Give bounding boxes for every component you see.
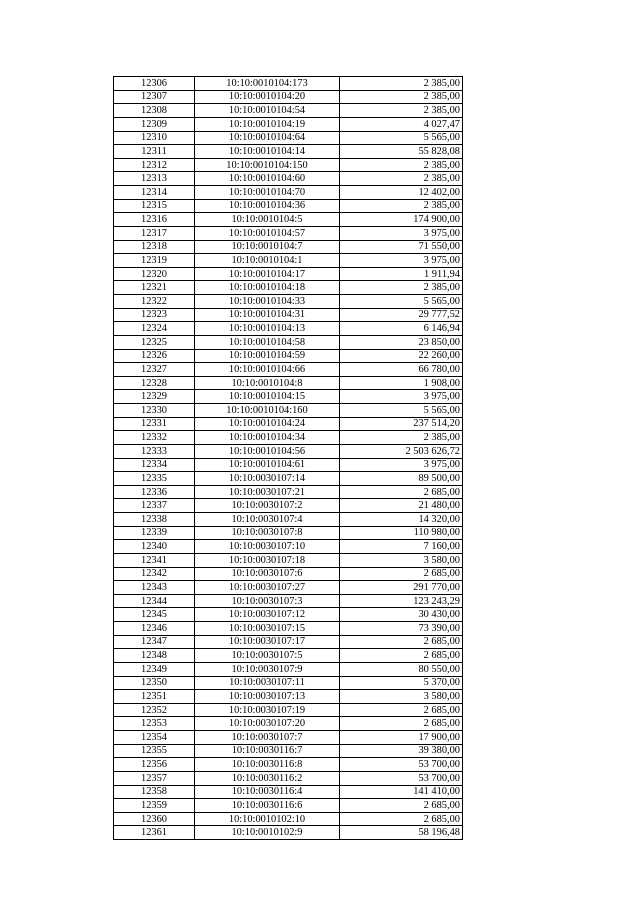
row-number-cell: 12325 bbox=[114, 335, 195, 349]
cadastral-number-cell: 10:10:0010104:17 bbox=[195, 267, 340, 281]
cadastral-number-cell: 10:10:0010104:54 bbox=[195, 104, 340, 118]
cadastral-number-cell: 10:10:0030116:2 bbox=[195, 771, 340, 785]
cadastral-number-cell: 10:10:0010102:9 bbox=[195, 826, 340, 840]
table-row bbox=[114, 622, 463, 636]
amount-cell: 17 900,00 bbox=[340, 731, 463, 745]
cadastral-number-cell: 10:10:0010104:14 bbox=[195, 145, 340, 159]
table-row bbox=[114, 581, 463, 595]
cadastral-number-cell: 10:10:0030107:20 bbox=[195, 717, 340, 731]
row-number-cell: 12339 bbox=[114, 526, 195, 540]
row-number-cell: 12358 bbox=[114, 785, 195, 799]
amount-cell: 174 900,00 bbox=[340, 213, 463, 227]
table-row bbox=[114, 540, 463, 554]
data-table bbox=[113, 76, 463, 840]
table-row bbox=[114, 826, 463, 840]
cadastral-number-cell: 10:10:0030107:27 bbox=[195, 581, 340, 595]
row-number-cell: 12337 bbox=[114, 499, 195, 513]
row-number-cell: 12309 bbox=[114, 117, 195, 131]
row-number-cell: 12340 bbox=[114, 540, 195, 554]
cadastral-number-cell: 10:10:0010104:8 bbox=[195, 376, 340, 390]
cadastral-number-cell: 10:10:0010104:34 bbox=[195, 431, 340, 445]
row-number-cell: 12315 bbox=[114, 199, 195, 213]
amount-cell: 2 385,00 bbox=[340, 77, 463, 91]
row-number-cell: 12357 bbox=[114, 771, 195, 785]
row-number-cell: 12333 bbox=[114, 444, 195, 458]
row-number-cell: 12352 bbox=[114, 703, 195, 717]
table-body bbox=[114, 77, 463, 840]
amount-cell: 2 685,00 bbox=[340, 812, 463, 826]
cadastral-number-cell: 10:10:0030107:9 bbox=[195, 662, 340, 676]
amount-cell: 30 430,00 bbox=[340, 608, 463, 622]
amount-cell: 5 565,00 bbox=[340, 404, 463, 418]
row-number-cell: 12321 bbox=[114, 281, 195, 295]
row-number-cell: 12319 bbox=[114, 254, 195, 268]
table-row bbox=[114, 172, 463, 186]
cadastral-number-cell: 10:10:0030107:13 bbox=[195, 690, 340, 704]
table-row bbox=[114, 267, 463, 281]
amount-cell: 12 402,00 bbox=[340, 186, 463, 200]
table-row bbox=[114, 308, 463, 322]
amount-cell: 2 685,00 bbox=[340, 703, 463, 717]
cadastral-number-cell: 10:10:0030107:19 bbox=[195, 703, 340, 717]
table-row bbox=[114, 485, 463, 499]
row-number-cell: 12311 bbox=[114, 145, 195, 159]
cadastral-number-cell: 10:10:0010104:150 bbox=[195, 158, 340, 172]
row-number-cell: 12326 bbox=[114, 349, 195, 363]
row-number-cell: 12343 bbox=[114, 581, 195, 595]
cadastral-number-cell: 10:10:0010104:13 bbox=[195, 322, 340, 336]
table-row bbox=[114, 567, 463, 581]
table-row bbox=[114, 676, 463, 690]
row-number-cell: 12308 bbox=[114, 104, 195, 118]
table-row bbox=[114, 513, 463, 527]
row-number-cell: 12322 bbox=[114, 295, 195, 309]
table-row bbox=[114, 717, 463, 731]
amount-cell: 53 700,00 bbox=[340, 758, 463, 772]
row-number-cell: 12342 bbox=[114, 567, 195, 581]
table-row bbox=[114, 799, 463, 813]
table-row bbox=[114, 785, 463, 799]
row-number-cell: 12328 bbox=[114, 376, 195, 390]
table-row bbox=[114, 240, 463, 254]
amount-cell: 2 685,00 bbox=[340, 635, 463, 649]
amount-cell: 71 550,00 bbox=[340, 240, 463, 254]
table-row bbox=[114, 444, 463, 458]
row-number-cell: 12347 bbox=[114, 635, 195, 649]
table-row bbox=[114, 335, 463, 349]
cadastral-number-cell: 10:10:0010104:5 bbox=[195, 213, 340, 227]
table-row bbox=[114, 526, 463, 540]
amount-cell: 53 700,00 bbox=[340, 771, 463, 785]
cadastral-number-cell: 10:10:0010104:56 bbox=[195, 444, 340, 458]
table-row bbox=[114, 363, 463, 377]
table-row bbox=[114, 186, 463, 200]
amount-cell: 89 500,00 bbox=[340, 472, 463, 486]
row-number-cell: 12353 bbox=[114, 717, 195, 731]
row-number-cell: 12320 bbox=[114, 267, 195, 281]
row-number-cell: 12345 bbox=[114, 608, 195, 622]
amount-cell: 5 370,00 bbox=[340, 676, 463, 690]
amount-cell: 39 380,00 bbox=[340, 744, 463, 758]
row-number-cell: 12314 bbox=[114, 186, 195, 200]
cadastral-number-cell: 10:10:0030116:7 bbox=[195, 744, 340, 758]
table-row bbox=[114, 417, 463, 431]
amount-cell: 2 385,00 bbox=[340, 104, 463, 118]
cadastral-number-cell: 10:10:0030107:18 bbox=[195, 553, 340, 567]
table-row bbox=[114, 649, 463, 663]
row-number-cell: 12324 bbox=[114, 322, 195, 336]
cadastral-number-cell: 10:10:0010104:60 bbox=[195, 172, 340, 186]
row-number-cell: 12338 bbox=[114, 513, 195, 527]
amount-cell: 2 685,00 bbox=[340, 649, 463, 663]
table-row bbox=[114, 594, 463, 608]
table-row bbox=[114, 608, 463, 622]
table-row bbox=[114, 131, 463, 145]
table-row bbox=[114, 254, 463, 268]
cadastral-number-cell: 10:10:0010104:36 bbox=[195, 199, 340, 213]
table-row bbox=[114, 90, 463, 104]
amount-cell: 123 243,29 bbox=[340, 594, 463, 608]
table-row bbox=[114, 771, 463, 785]
cadastral-number-cell: 10:10:0010104:20 bbox=[195, 90, 340, 104]
row-number-cell: 12355 bbox=[114, 744, 195, 758]
amount-cell: 237 514,20 bbox=[340, 417, 463, 431]
cadastral-number-cell: 10:10:0030107:2 bbox=[195, 499, 340, 513]
table-row bbox=[114, 703, 463, 717]
row-number-cell: 12312 bbox=[114, 158, 195, 172]
cadastral-number-cell: 10:10:0030107:10 bbox=[195, 540, 340, 554]
cadastral-number-cell: 10:10:0010104:31 bbox=[195, 308, 340, 322]
table-row bbox=[114, 812, 463, 826]
table-row bbox=[114, 158, 463, 172]
cadastral-number-cell: 10:10:0010104:66 bbox=[195, 363, 340, 377]
amount-cell: 1 911,94 bbox=[340, 267, 463, 281]
table-row bbox=[114, 431, 463, 445]
row-number-cell: 12341 bbox=[114, 553, 195, 567]
table-row bbox=[114, 322, 463, 336]
cadastral-number-cell: 10:10:0030116:4 bbox=[195, 785, 340, 799]
table-row bbox=[114, 472, 463, 486]
table-row bbox=[114, 635, 463, 649]
cadastral-number-cell: 10:10:0010104:173 bbox=[195, 77, 340, 91]
cadastral-number-cell: 10:10:0010104:70 bbox=[195, 186, 340, 200]
cadastral-number-cell: 10:10:0010104:33 bbox=[195, 295, 340, 309]
table-row bbox=[114, 758, 463, 772]
cadastral-number-cell: 10:10:0030107:3 bbox=[195, 594, 340, 608]
row-number-cell: 12356 bbox=[114, 758, 195, 772]
amount-cell: 3 580,00 bbox=[340, 553, 463, 567]
row-number-cell: 12306 bbox=[114, 77, 195, 91]
amount-cell: 7 160,00 bbox=[340, 540, 463, 554]
amount-cell: 2 385,00 bbox=[340, 199, 463, 213]
table-row bbox=[114, 226, 463, 240]
amount-cell: 3 580,00 bbox=[340, 690, 463, 704]
row-number-cell: 12310 bbox=[114, 131, 195, 145]
cadastral-number-cell: 10:10:0010104:19 bbox=[195, 117, 340, 131]
table-row bbox=[114, 349, 463, 363]
row-number-cell: 12313 bbox=[114, 172, 195, 186]
table-row bbox=[114, 281, 463, 295]
table-row bbox=[114, 104, 463, 118]
cadastral-number-cell: 10:10:0010104:160 bbox=[195, 404, 340, 418]
table-row bbox=[114, 145, 463, 159]
row-number-cell: 12330 bbox=[114, 404, 195, 418]
amount-cell: 2 385,00 bbox=[340, 158, 463, 172]
cadastral-number-cell: 10:10:0030116:6 bbox=[195, 799, 340, 813]
amount-cell: 14 320,00 bbox=[340, 513, 463, 527]
row-number-cell: 12361 bbox=[114, 826, 195, 840]
cadastral-number-cell: 10:10:0030107:15 bbox=[195, 622, 340, 636]
row-number-cell: 12354 bbox=[114, 731, 195, 745]
amount-cell: 2 385,00 bbox=[340, 431, 463, 445]
cadastral-number-cell: 10:10:0030107:21 bbox=[195, 485, 340, 499]
amount-cell: 2 685,00 bbox=[340, 799, 463, 813]
row-number-cell: 12331 bbox=[114, 417, 195, 431]
amount-cell: 6 146,94 bbox=[340, 322, 463, 336]
amount-cell: 110 980,00 bbox=[340, 526, 463, 540]
row-number-cell: 12346 bbox=[114, 622, 195, 636]
row-number-cell: 12327 bbox=[114, 363, 195, 377]
row-number-cell: 12351 bbox=[114, 690, 195, 704]
row-number-cell: 12348 bbox=[114, 649, 195, 663]
amount-cell: 55 828,08 bbox=[340, 145, 463, 159]
amount-cell: 29 777,52 bbox=[340, 308, 463, 322]
table-row bbox=[114, 295, 463, 309]
table-row bbox=[114, 690, 463, 704]
row-number-cell: 12317 bbox=[114, 226, 195, 240]
cadastral-number-cell: 10:10:0010104:7 bbox=[195, 240, 340, 254]
table-row bbox=[114, 376, 463, 390]
row-number-cell: 12350 bbox=[114, 676, 195, 690]
table-row bbox=[114, 390, 463, 404]
amount-cell: 22 260,00 bbox=[340, 349, 463, 363]
amount-cell: 4 027,47 bbox=[340, 117, 463, 131]
amount-cell: 5 565,00 bbox=[340, 295, 463, 309]
amount-cell: 2 685,00 bbox=[340, 717, 463, 731]
amount-cell: 80 550,00 bbox=[340, 662, 463, 676]
amount-cell: 2 385,00 bbox=[340, 281, 463, 295]
row-number-cell: 12360 bbox=[114, 812, 195, 826]
amount-cell: 66 780,00 bbox=[340, 363, 463, 377]
cadastral-number-cell: 10:10:0010102:10 bbox=[195, 812, 340, 826]
amount-cell: 3 975,00 bbox=[340, 254, 463, 268]
amount-cell: 23 850,00 bbox=[340, 335, 463, 349]
table-row bbox=[114, 213, 463, 227]
row-number-cell: 12336 bbox=[114, 485, 195, 499]
amount-cell: 73 390,00 bbox=[340, 622, 463, 636]
table-row bbox=[114, 731, 463, 745]
cadastral-number-cell: 10:10:0030107:8 bbox=[195, 526, 340, 540]
row-number-cell: 12332 bbox=[114, 431, 195, 445]
cadastral-number-cell: 10:10:0010104:57 bbox=[195, 226, 340, 240]
amount-cell: 2 685,00 bbox=[340, 485, 463, 499]
table-row bbox=[114, 662, 463, 676]
amount-cell: 3 975,00 bbox=[340, 226, 463, 240]
cadastral-number-cell: 10:10:0010104:59 bbox=[195, 349, 340, 363]
amount-cell: 2 385,00 bbox=[340, 172, 463, 186]
amount-cell: 5 565,00 bbox=[340, 131, 463, 145]
row-number-cell: 12349 bbox=[114, 662, 195, 676]
cadastral-number-cell: 10:10:0010104:64 bbox=[195, 131, 340, 145]
row-number-cell: 12307 bbox=[114, 90, 195, 104]
table-row bbox=[114, 499, 463, 513]
amount-cell: 1 908,00 bbox=[340, 376, 463, 390]
cadastral-number-cell: 10:10:0010104:1 bbox=[195, 254, 340, 268]
cadastral-number-cell: 10:10:0030107:5 bbox=[195, 649, 340, 663]
cadastral-number-cell: 10:10:0030116:8 bbox=[195, 758, 340, 772]
cadastral-number-cell: 10:10:0030107:6 bbox=[195, 567, 340, 581]
row-number-cell: 12334 bbox=[114, 458, 195, 472]
row-number-cell: 12359 bbox=[114, 799, 195, 813]
table-row bbox=[114, 744, 463, 758]
cadastral-number-cell: 10:10:0030107:14 bbox=[195, 472, 340, 486]
amount-cell: 141 410,00 bbox=[340, 785, 463, 799]
table-row bbox=[114, 77, 463, 91]
table-row bbox=[114, 117, 463, 131]
amount-cell: 2 503 626,72 bbox=[340, 444, 463, 458]
amount-cell: 2 685,00 bbox=[340, 567, 463, 581]
cadastral-number-cell: 10:10:0030107:11 bbox=[195, 676, 340, 690]
amount-cell: 21 480,00 bbox=[340, 499, 463, 513]
amount-cell: 3 975,00 bbox=[340, 458, 463, 472]
cadastral-number-cell: 10:10:0010104:15 bbox=[195, 390, 340, 404]
amount-cell: 3 975,00 bbox=[340, 390, 463, 404]
cadastral-number-cell: 10:10:0010104:18 bbox=[195, 281, 340, 295]
table-row bbox=[114, 199, 463, 213]
amount-cell: 58 196,48 bbox=[340, 826, 463, 840]
amount-cell: 291 770,00 bbox=[340, 581, 463, 595]
cadastral-number-cell: 10:10:0030107:17 bbox=[195, 635, 340, 649]
amount-cell: 2 385,00 bbox=[340, 90, 463, 104]
cadastral-number-cell: 10:10:0010104:61 bbox=[195, 458, 340, 472]
row-number-cell: 12329 bbox=[114, 390, 195, 404]
row-number-cell: 12316 bbox=[114, 213, 195, 227]
cadastral-number-cell: 10:10:0010104:58 bbox=[195, 335, 340, 349]
cadastral-number-cell: 10:10:0010104:24 bbox=[195, 417, 340, 431]
table-row bbox=[114, 404, 463, 418]
cadastral-number-cell: 10:10:0030107:4 bbox=[195, 513, 340, 527]
row-number-cell: 12344 bbox=[114, 594, 195, 608]
row-number-cell: 12323 bbox=[114, 308, 195, 322]
row-number-cell: 12335 bbox=[114, 472, 195, 486]
table-row bbox=[114, 458, 463, 472]
cadastral-number-cell: 10:10:0030107:7 bbox=[195, 731, 340, 745]
row-number-cell: 12318 bbox=[114, 240, 195, 254]
table-row bbox=[114, 553, 463, 567]
cadastral-number-cell: 10:10:0030107:12 bbox=[195, 608, 340, 622]
